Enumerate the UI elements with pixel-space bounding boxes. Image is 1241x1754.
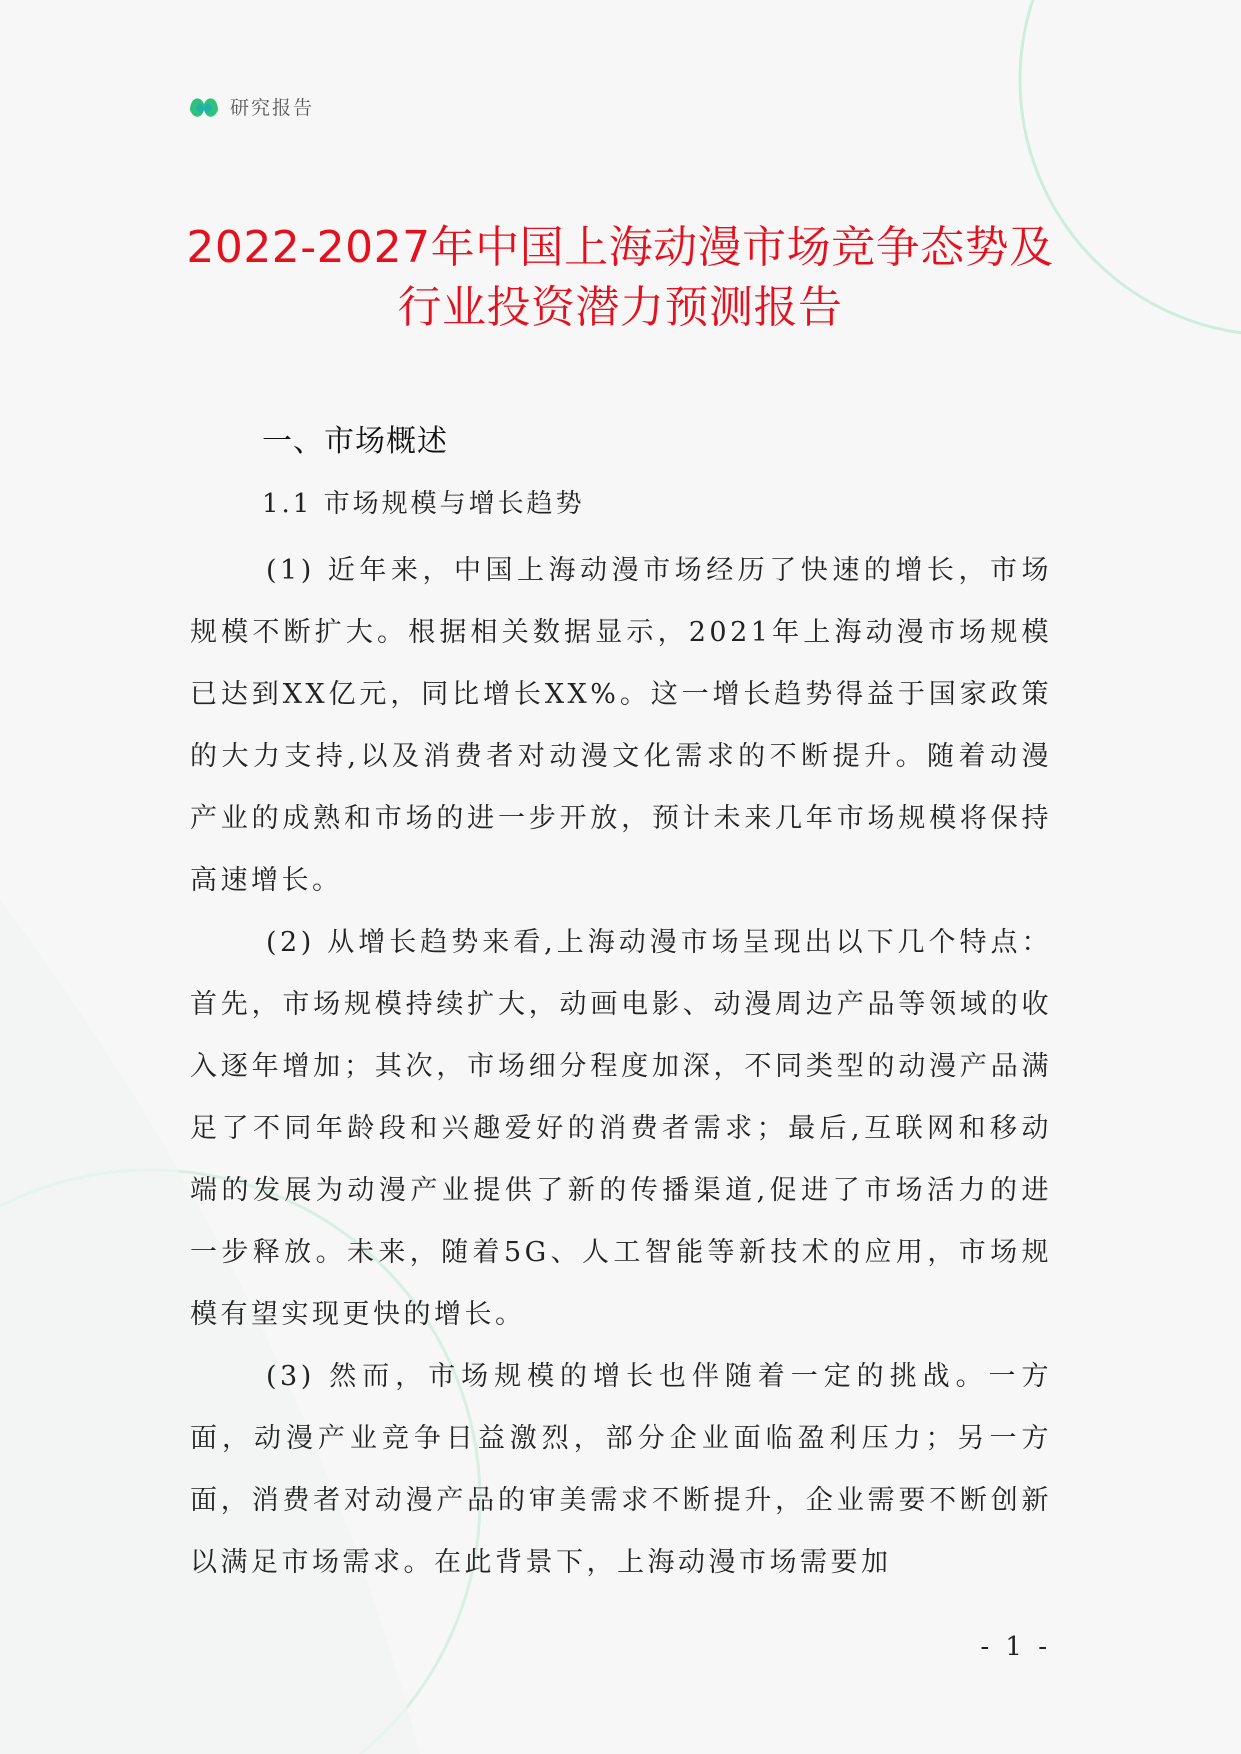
report-title-line-2: 行业投资潜力预测报告 (397, 282, 843, 333)
report-title-line-1: 2022-2027年中国上海动漫市场竞争态势及 (186, 222, 1054, 273)
subsection-heading: 1.1 市场规模与增长趋势 (262, 489, 585, 519)
report-header (186, 88, 314, 124)
body-text (190, 540, 1052, 1594)
paragraph-3: (3) 然而，市场规模的增长也伴随着一定的挑战。一方面，动漫产业竞争日益激烈，部分企业面临盈利压力；另一方面，消费者对动漫产品的审美需求不断提升，企业需要不断创新以满足市场需求。在此背景下，上海动漫市场需要加 (190, 1361, 1052, 1578)
section-heading: 一、市场概述 (262, 424, 448, 459)
research-report-logo-icon (186, 88, 222, 124)
page-number: - 1 - (980, 1632, 1051, 1662)
report-title (150, 218, 1090, 338)
header-label: 研究报告 (230, 96, 315, 119)
paragraph-2: (2) 从增长趋势来看,上海动漫市场呈现出以下几个特点：首先，市场规模持续扩大，动画电影、动漫周边产品等领域的收入逐年增加；其次，市场细分程度加深，不同类型的动漫产品满足了不同年龄段和兴趣爱好的消费者需求；最后,互联网和移动端的发展为动漫产业提供了新的传播渠道,促进了市场活力的进一步释放。未来，随着5G、人工智能等新技术的应用，市场规模有望实现更快的增长。 (190, 927, 1052, 1330)
paragraph-1: (1) 近年来，中国上海动漫市场经历了快速的增长，市场规模不断扩大。根据相关数据显示，2021年上海动漫市场规模已达到XX亿元，同比增长XX%。这一增长趋势得益于国家政策的大力支持,以及消费者对动漫文化需求的不断提升。随着动漫产业的成熟和市场的进一步开放，预计未来几年市场规模将保持高速增长。 (190, 555, 1052, 896)
